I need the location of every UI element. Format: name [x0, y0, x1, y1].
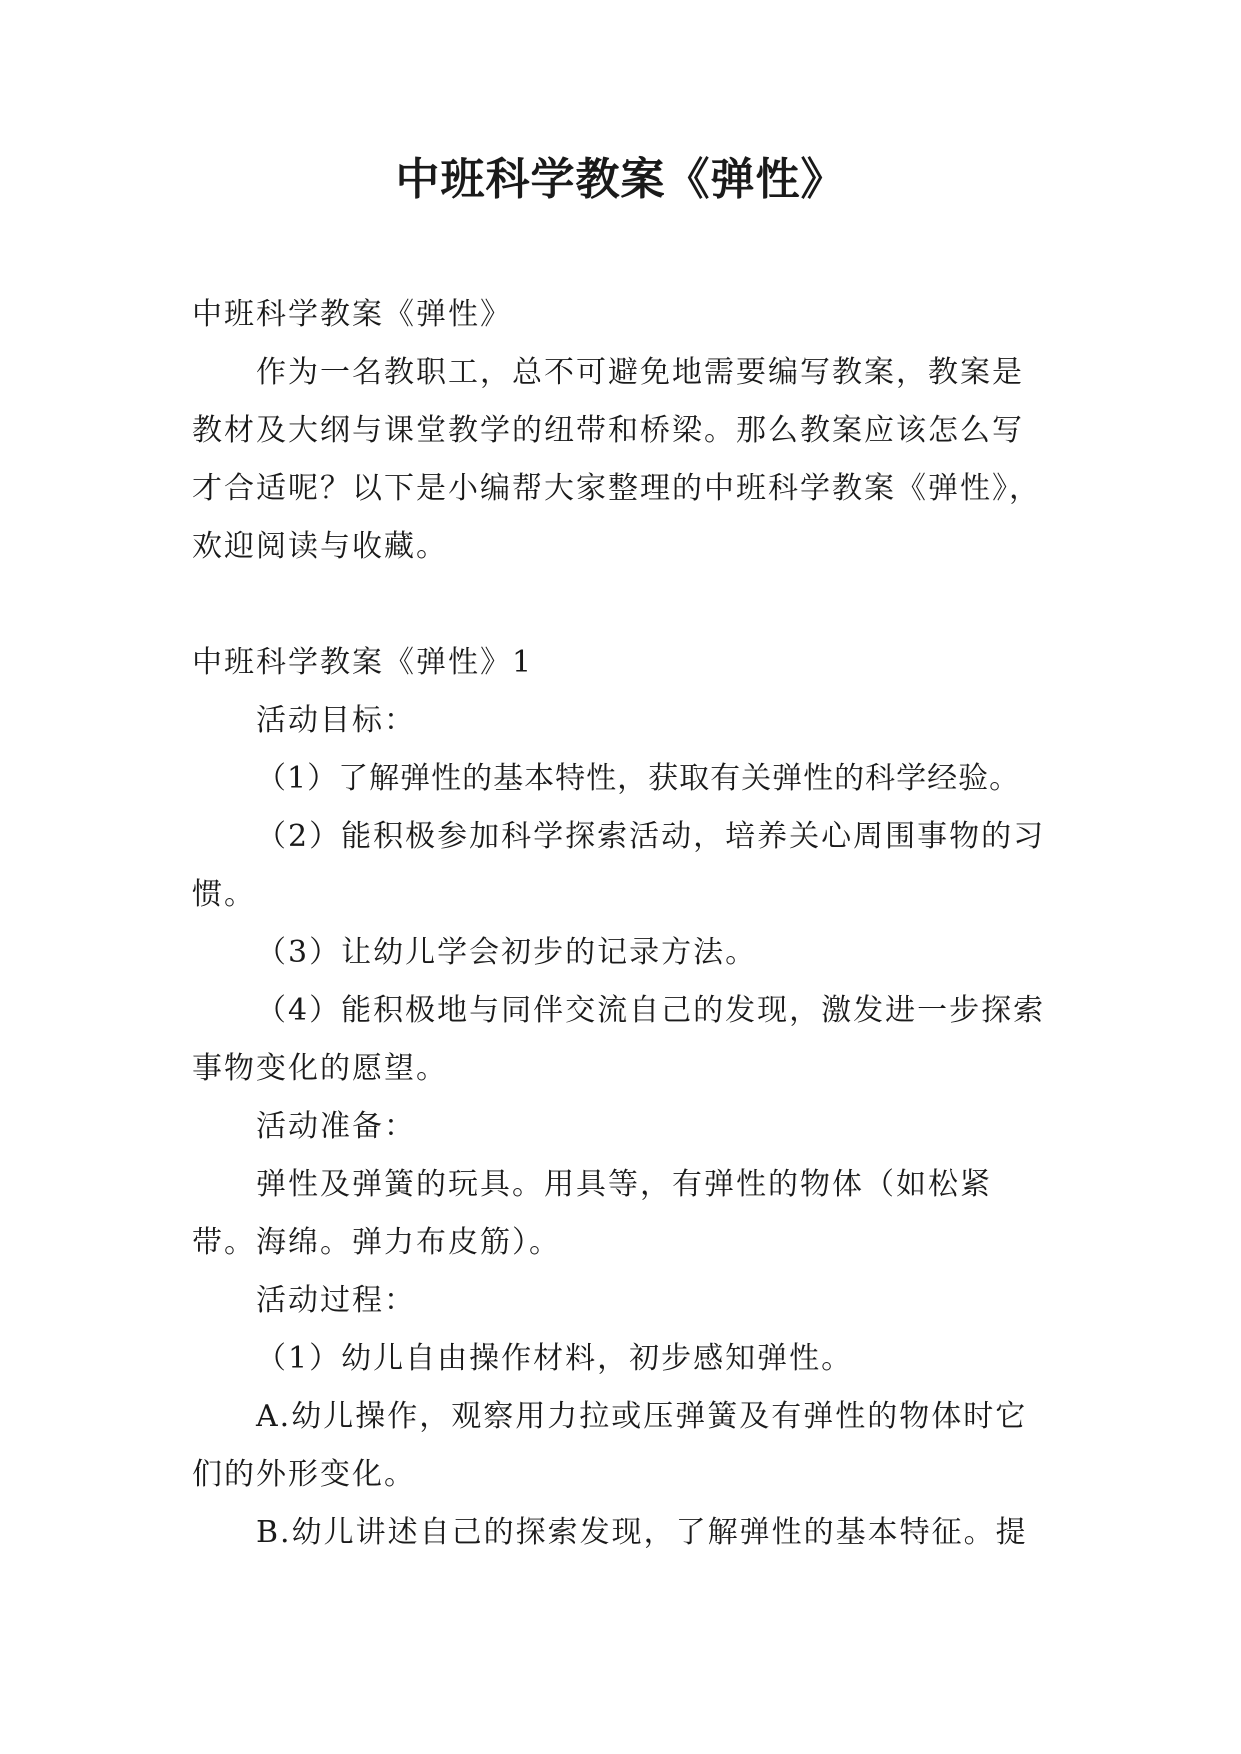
- goal-item-2: （2）能积极参加科学探索活动，培养关心周围事物的习惯。: [192, 819, 1046, 912]
- section-heading: 中班科学教案《弹性》1: [192, 645, 534, 680]
- process-item-b: B.幼儿讲述自己的探索发现，了解弹性的基本特征。提: [256, 1515, 1028, 1550]
- paragraph-gap: [192, 576, 1052, 634]
- paragraph-heading: 中班科学教案《弹性》: [192, 297, 512, 332]
- process-item-a: A.幼儿操作，观察用力拉或压弹簧及有弹性的物体时它们的外形变化。: [192, 1399, 1028, 1492]
- activity-prep-label: 活动准备：: [256, 1109, 416, 1144]
- process-item-1: （1）幼儿自由操作材料，初步感知弹性。: [256, 1341, 854, 1376]
- prep-text: 弹性及弹簧的玩具。用具等，有弹性的物体（如松紧带。海绵。弹力布皮筋）。: [192, 1167, 992, 1260]
- paragraph-intro: 作为一名教职工，总不可避免地需要编写教案，教案是教材及大纲与课堂教学的纽带和桥梁。那么教案应该怎么写才合适呢？以下是小编帮大家整理的中班科学教案《弹性》，欢迎阅读与收藏。: [192, 355, 1041, 564]
- activity-goals-label: 活动目标：: [256, 703, 416, 738]
- goal-item-4: （4）能积极地与同伴交流自己的发现，激发进一步探索事物变化的愿望。: [192, 993, 1046, 1086]
- goal-item-3: （3）让幼儿学会初步的记录方法。: [256, 935, 758, 970]
- document-title: 中班科学教案《弹性》: [395, 154, 846, 205]
- activity-process-label: 活动过程：: [256, 1283, 416, 1318]
- document-body: [192, 286, 1052, 1562]
- goal-item-1: （1）了解弹性的基本特性，获取有关弹性的科学经验。: [256, 761, 1021, 796]
